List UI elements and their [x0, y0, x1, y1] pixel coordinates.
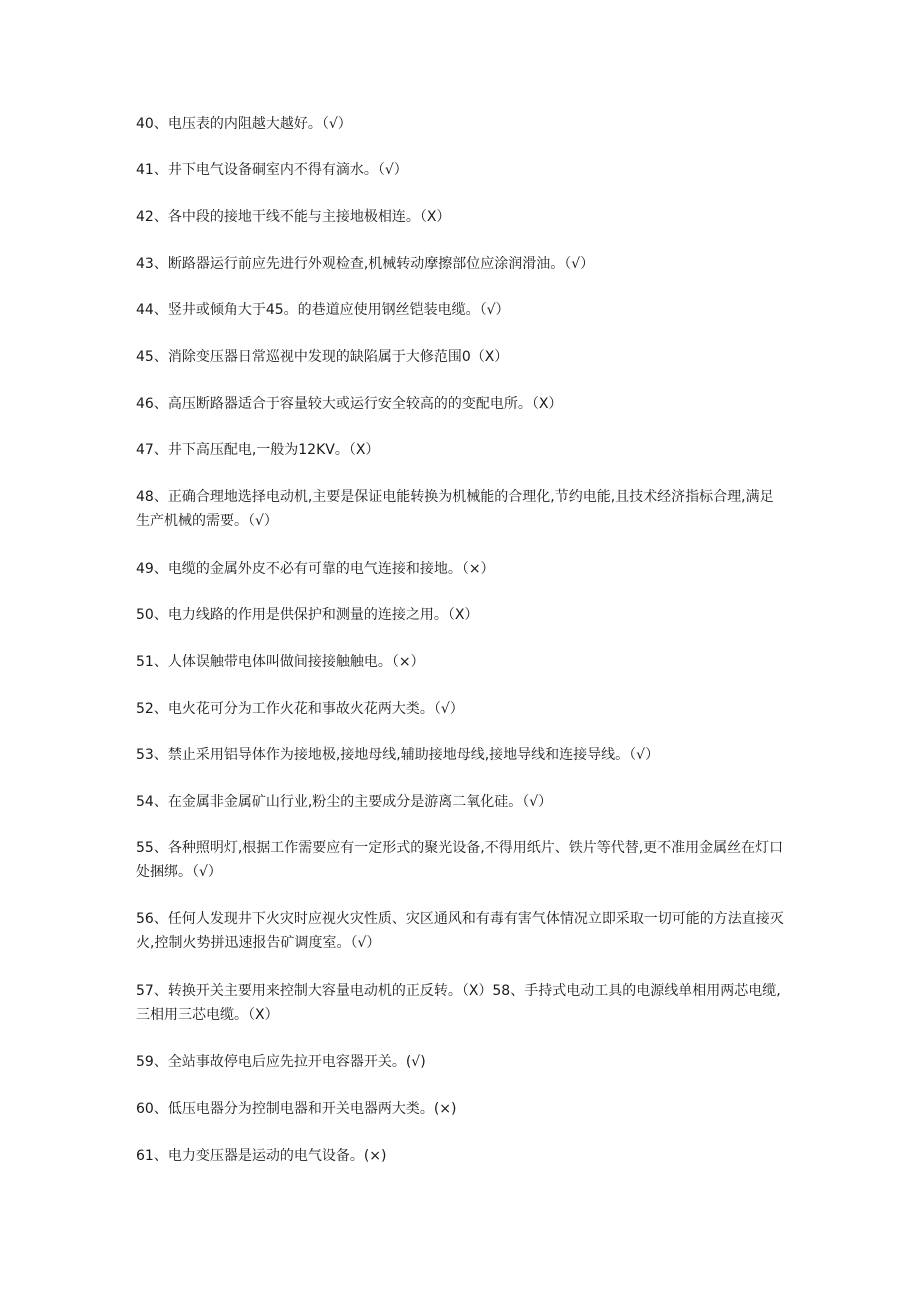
- question-49: 49、电缆的金属外皮不必有可靠的电气连接和接地。（×）: [136, 561, 495, 577]
- question-52: 52、电火花可分为工作火花和事故火花两大类。（√）: [136, 701, 464, 717]
- question-40: 40、电压表的内阻越大越好。（√）: [136, 116, 352, 132]
- question-48: 48、正确合理地选择电动机,主要是保证电能转换为机械能的合理化,节约电能,且技术经济指标合理,满足生产机械的需要。（√）: [136, 489, 774, 529]
- question-50: 50、电力线路的作用是供保护和测量的连接之用。（X）: [136, 607, 479, 623]
- question-42: 42、各中段的接地干线不能与主接地极相连。（X）: [136, 209, 451, 225]
- question-46: 46、高压断路器适合于容量较大或运行安全较高的的变配电所。（X）: [136, 396, 563, 412]
- question-45: 45、消除变压器日常巡视中发现的缺陷属于大修范围0（X）: [136, 349, 509, 365]
- question-53: 53、禁止采用铝导体作为接地极,接地母线,辅助接地母线,接地导线和连接导线。（√）: [136, 747, 660, 763]
- question-44: 44、竖井或倾角大于45。的巷道应使用钢丝铠装电缆。（√）: [136, 302, 510, 318]
- question-55: 55、各种照明灯,根据工作需要应有一定形式的聚光设备,不得用纸片、铁片等代替,更不准用金属丝在灯口处捆绑。（√）: [136, 840, 784, 880]
- question-56: 56、任何人发现井下火灾时应视火灾性质、灾区通风和有毒有害气体情况立即采取一切可能的方法直接灭火,控制火势拼迅速报告矿调度室。（√）: [136, 911, 784, 951]
- question-51: 51、人体误触带电体叫做间接接触触电。（×）: [136, 654, 425, 670]
- question-59: 59、全站事故停电后应先拉开电容器开关。(√): [136, 1054, 426, 1070]
- question-57-58: 57、转换开关主要用来控制大容量电动机的正反转。（X）58、手持式电动工具的电源线单相用两芯电缆,三相用三芯电缆。（X）: [136, 983, 781, 1023]
- question-41: 41、井下电气设备硐室内不得有滴水。（√）: [136, 162, 408, 178]
- question-43: 43、断路器运行前应先进行外观检查,机械转动摩擦部位应涂润滑油。（√）: [136, 256, 595, 272]
- question-61: 61、电力变压器是运动的电气设备。(×): [136, 1148, 387, 1164]
- question-60: 60、低压电器分为控制电器和开关电器两大类。(×): [136, 1101, 457, 1117]
- question-54: 54、在金属非金属矿山行业,粉尘的主要成分是游离二氧化硅。（√）: [136, 794, 553, 810]
- question-47: 47、井下高压配电,一般为12KV。（X）: [136, 442, 380, 458]
